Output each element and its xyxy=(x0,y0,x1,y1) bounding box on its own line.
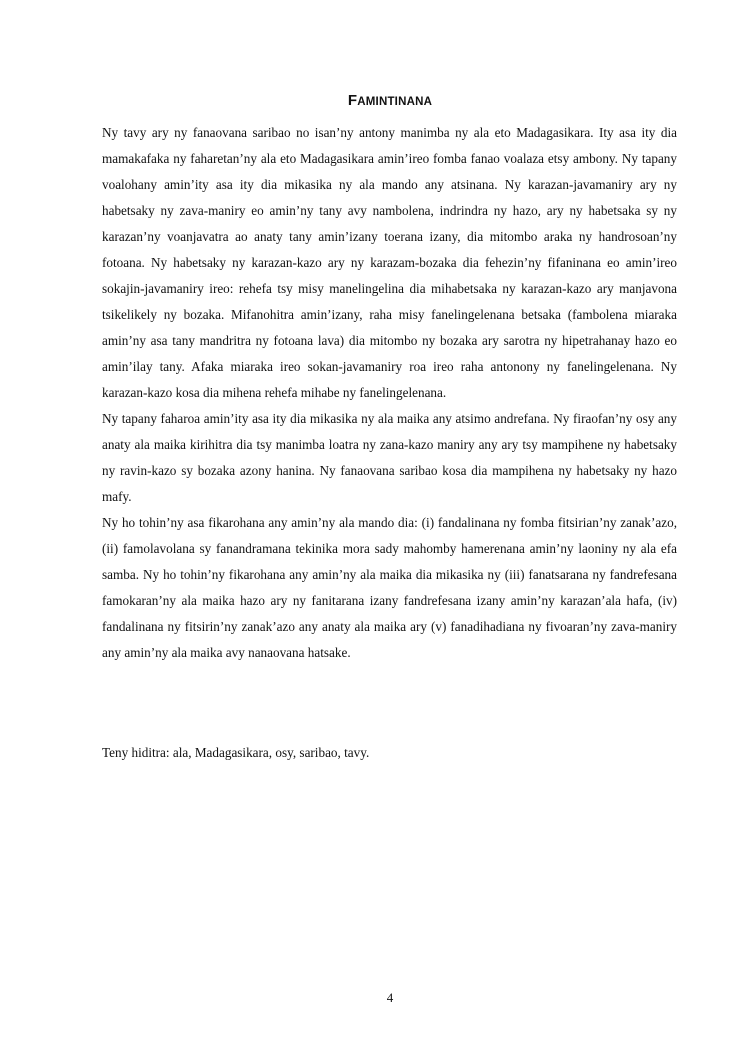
paragraph-3: Ny ho tohin’ny asa fikarohana any amin’ny ala mando dia: (i) fandalinana ny fomba fitsirian’ny zanak’azo, (ii) famolavolana sy fanandramana tekinika mora sady mahomby hamerenana amin’ny laoniny ny ala efa samba. Ny ho tohin’ny fikarohana any amin’ny ala maika dia mikasika ny (iii) fanatsarana ny fandrefesana famokaran’ny ala maika hazo ary ny fanitarana izany fandrefesana izany amin’ny karazan’ala hafa, (iv) fandalinana ny fitsirin’ny zanak’azo any anaty ala maika ary (v) fanadihadiana ny fivoaran’ny zava-maniry any amin’ny ala maika avy nanaovana hatsake. xyxy=(102,515,677,660)
paragraph-1: Ny tavy ary ny fanaovana saribao no isan’ny antony manimba ny ala eto Madagasikara. Ity asa ity dia mamakafaka ny faharetan’ny ala eto Madagasikara amin’ireo fomba fanao voalaza etsy ambony. Ny tapany voalohany amin’ity asa ity dia mikasika ny ala mando any atsinana. Ny karazan-javamaniry ary ny habetsaky ny zava-maniry eo amin’ny tany avy nambolena, indrindra ny hazo, ary ny habetsaka sy ny karazan’ny voanjavatra ao anaty tany amin’izany toerana izany, dia mitombo araka ny handrosoan’ny fotoana. Ny habetsaky ny karazan-kazo ary ny karazam-bozaka dia fehezin’ny fifaninana eo amin’ireo sokajin-javamaniry ireo: rehefa tsy misy manelingelina dia mihabetsaka ny karazan-kazo ary manjavona tsikelikely ny bozaka. Mifanohitra amin’izany, raha misy fanelingelenana betsaka (fambolena miaraka amin’ny asa tany mandritra ny fotoana lava) dia mitombo ny bozaka ary sarotra ny hipetrahanay hazo eo amin’ilay tany. Afaka miaraka ireo sokan-javamaniry roa ireo raha antonony ny fanelingelenana. Ny karazan-kazo kosa dia mihena rehefa mihabe ny fanelingelenana. xyxy=(102,125,677,400)
page-title xyxy=(0,92,745,109)
title-first-letter: F xyxy=(347,92,358,109)
page-number: 4 xyxy=(386,990,394,1005)
keywords-line: Teny hiditra: ala, Madagasikara, osy, saribao, tavy. xyxy=(102,745,370,760)
abstract-body xyxy=(102,120,677,666)
title-rest: AMINTINANA xyxy=(357,96,433,108)
paragraph-2: Ny tapany faharoa amin’ity asa ity dia mikasika ny ala maika any atsimo andrefana. Ny firaofan’ny osy any anaty ala maika kirihitra dia tsy manimba loatra ny zana-kazo maniry any ary tsy mampihene ny habetsaky ny ravin-kazo sy bozaka azony hanina. Ny fanaovana saribao kosa dia mampihena ny habetsaky ny hazo mafy. xyxy=(102,411,677,504)
